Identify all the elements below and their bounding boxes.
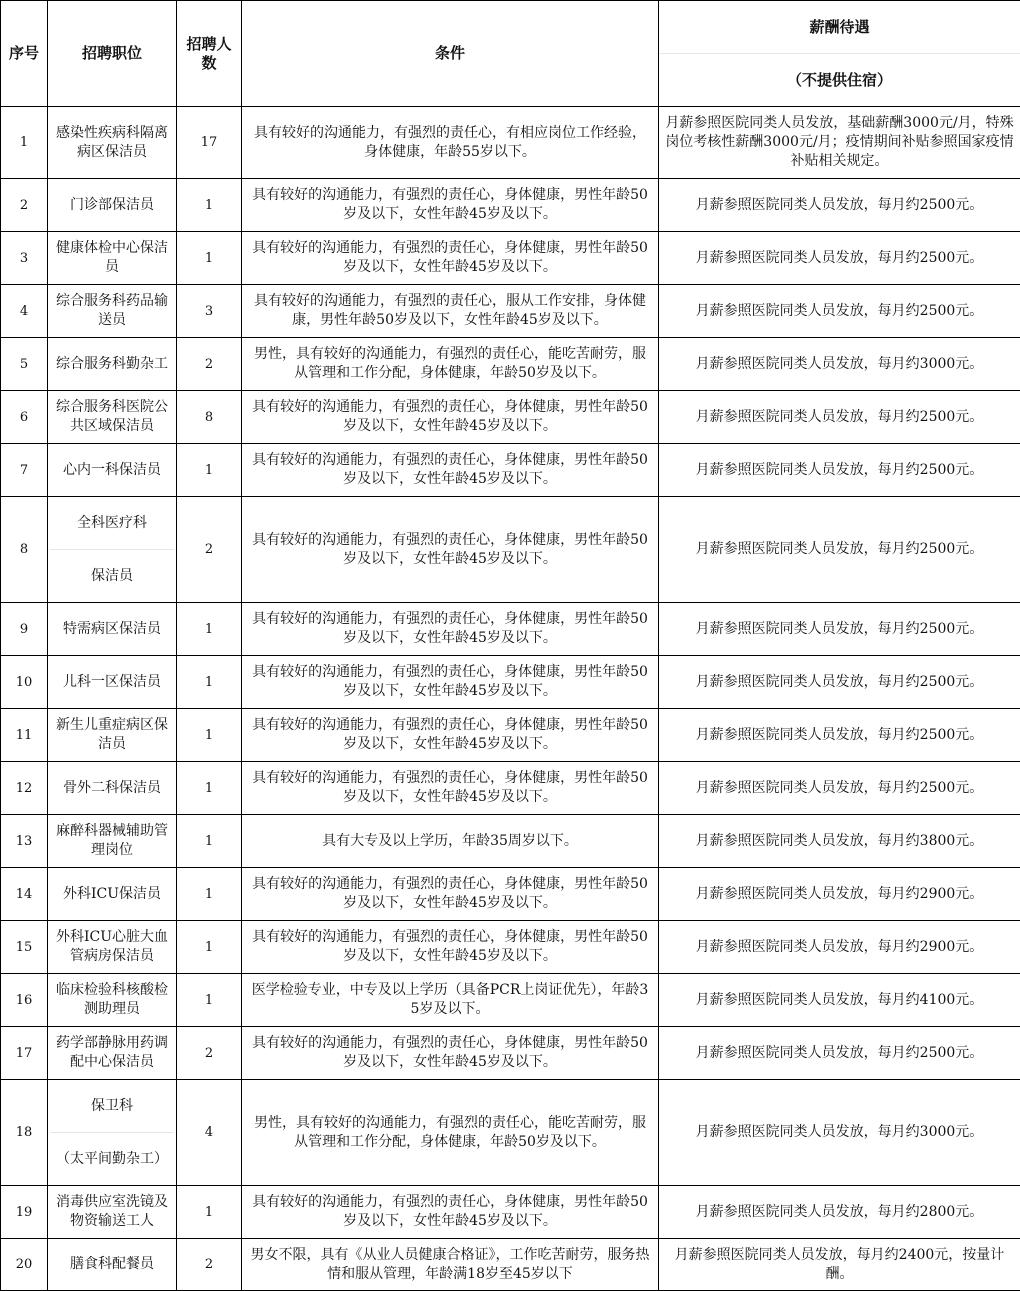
conditions-cell: 具有较好的沟通能力，有强烈的责任心，身体健康，男性年龄50岁及以下，女性年龄45岁及以下。 xyxy=(242,921,659,974)
table-row xyxy=(1,815,1020,868)
conditions-cell: 具有较好的沟通能力，有强烈的责任心，身体健康，男性年龄50岁及以下，女性年龄45岁及以下。 xyxy=(242,391,659,444)
row-number: 1 xyxy=(1,107,48,179)
position-cell xyxy=(48,1239,177,1291)
position-label: 膳食科配餐员 xyxy=(50,1255,174,1274)
position-cell xyxy=(48,391,177,444)
salary-cell: 月薪参照医院同类人员发放，每月约2500元。 xyxy=(659,391,1020,444)
hire-count: 1 xyxy=(177,1186,242,1239)
hire-count: 1 xyxy=(177,921,242,974)
table-row xyxy=(1,285,1020,338)
salary-cell: 月薪参照医院同类人员发放，每月约2500元。 xyxy=(659,179,1020,232)
position-label: 保洁员 xyxy=(50,549,174,602)
row-number: 8 xyxy=(1,497,48,603)
position-label: 综合服务科医院公共区域保洁员 xyxy=(50,398,174,436)
conditions-cell: 具有较好的沟通能力，有强烈的责任心，身体健康，男性年龄50岁及以下，女性年龄45岁及以下。 xyxy=(242,1027,659,1080)
position-cell xyxy=(48,1027,177,1080)
row-number: 17 xyxy=(1,1027,48,1080)
hire-count: 1 xyxy=(177,974,242,1027)
salary-cell: 月薪参照医院同类人员发放，每月约3000元。 xyxy=(659,338,1020,391)
salary-cell: 月薪参照医院同类人员发放，每月约2500元。 xyxy=(659,497,1020,603)
conditions-cell: 具有较好的沟通能力，有强烈的责任心，身体健康，男性年龄50岁及以下，女性年龄45岁及以下。 xyxy=(242,656,659,709)
salary-cell: 月薪参照医院同类人员发放，每月约3000元。 xyxy=(659,1080,1020,1186)
position-label: 综合服务科药品输送员 xyxy=(50,292,174,330)
table-row xyxy=(1,762,1020,815)
salary-cell: 月薪参照医院同类人员发放，每月约4100元。 xyxy=(659,974,1020,1027)
position-cell xyxy=(48,974,177,1027)
row-number: 3 xyxy=(1,232,48,285)
salary-cell: 月薪参照医院同类人员发放，基础薪酬3000元/月，特殊岗位考核性薪酬3000元/月；疫情期间补贴参照国家疫情补贴相关规定。 xyxy=(659,107,1020,179)
hire-count: 1 xyxy=(177,444,242,497)
table-row xyxy=(1,868,1020,921)
row-number: 4 xyxy=(1,285,48,338)
table-header xyxy=(1,1,1020,107)
salary-cell: 月薪参照医院同类人员发放，每月约2500元。 xyxy=(659,656,1020,709)
table-row xyxy=(1,656,1020,709)
table-row xyxy=(1,107,1020,179)
hire-count: 2 xyxy=(177,497,242,603)
conditions-cell: 具有较好的沟通能力，有强烈的责任心，有相应岗位工作经验，身体健康，年龄55岁以下。 xyxy=(242,107,659,179)
row-number: 10 xyxy=(1,656,48,709)
position-label: （太平间勤杂工） xyxy=(50,1132,174,1185)
row-number: 13 xyxy=(1,815,48,868)
salary-cell: 月薪参照医院同类人员发放，每月约2500元。 xyxy=(659,762,1020,815)
position-cell xyxy=(48,709,177,762)
hire-count: 1 xyxy=(177,762,242,815)
conditions-cell: 男性，具有较好的沟通能力，有强烈的责任心，能吃苦耐劳，服从管理和工作分配，身体健康，年龄50岁及以下。 xyxy=(242,338,659,391)
table-row xyxy=(1,921,1020,974)
table-row xyxy=(1,444,1020,497)
position-label: 感染性疾病科隔离病区保洁员 xyxy=(50,124,174,162)
position-label: 新生儿重症病区保洁员 xyxy=(50,716,174,754)
position-label: 儿科一区保洁员 xyxy=(50,673,174,692)
position-cell xyxy=(48,762,177,815)
position-cell xyxy=(48,815,177,868)
table-body xyxy=(1,107,1020,1291)
position-cell xyxy=(48,285,177,338)
row-number: 19 xyxy=(1,1186,48,1239)
position-label: 外科ICU心脏大血管病房保洁员 xyxy=(50,928,174,966)
conditions-cell: 具有较好的沟通能力，有强烈的责任心，服从工作安排，身体健康，男性年龄50岁及以下，女性年龄45岁及以下。 xyxy=(242,285,659,338)
row-number: 7 xyxy=(1,444,48,497)
hire-count: 3 xyxy=(177,285,242,338)
table-row xyxy=(1,1186,1020,1239)
hire-count: 2 xyxy=(177,1239,242,1291)
salary-cell: 月薪参照医院同类人员发放，每月约2500元。 xyxy=(659,232,1020,285)
conditions-cell: 具有较好的沟通能力，有强烈的责任心，身体健康，男性年龄50岁及以下，女性年龄45岁及以下。 xyxy=(242,603,659,656)
salary-cell: 月薪参照医院同类人员发放，每月约2500元。 xyxy=(659,285,1020,338)
hire-count: 1 xyxy=(177,656,242,709)
position-label: 特需病区保洁员 xyxy=(50,620,174,639)
salary-cell: 月薪参照医院同类人员发放，每月约2500元。 xyxy=(659,444,1020,497)
hire-count: 8 xyxy=(177,391,242,444)
hire-count: 1 xyxy=(177,709,242,762)
position-cell xyxy=(48,656,177,709)
position-label: 保卫科 xyxy=(50,1080,174,1132)
hire-count: 1 xyxy=(177,815,242,868)
table-row xyxy=(1,1239,1020,1291)
table-row xyxy=(1,391,1020,444)
conditions-cell: 具有较好的沟通能力，有强烈的责任心，身体健康，男性年龄50岁及以下，女性年龄45岁及以下。 xyxy=(242,444,659,497)
hire-count: 2 xyxy=(177,338,242,391)
hire-count: 1 xyxy=(177,868,242,921)
conditions-cell: 具有较好的沟通能力，有强烈的责任心，身体健康，男性年龄50岁及以下，女性年龄45岁及以下。 xyxy=(242,497,659,603)
conditions-cell: 男女不限，具有《从业人员健康合格证》，工作吃苦耐劳，服务热情和服从管理，年龄满18岁至45岁以下 xyxy=(242,1239,659,1291)
position-cell xyxy=(48,232,177,285)
hire-count: 4 xyxy=(177,1080,242,1186)
salary-cell: 月薪参照医院同类人员发放，每月约2400元，按量计酬。 xyxy=(659,1239,1020,1291)
header-count: 招聘人数 xyxy=(177,1,242,107)
table-row xyxy=(1,1080,1020,1186)
position-cell xyxy=(48,497,177,603)
row-number: 20 xyxy=(1,1239,48,1291)
position-label: 综合服务科勤杂工 xyxy=(50,355,174,374)
position-cell xyxy=(48,1186,177,1239)
position-cell xyxy=(48,921,177,974)
conditions-cell: 医学检验专业，中专及以上学历（具备PCR上岗证优先），年龄35岁及以下。 xyxy=(242,974,659,1027)
row-number: 9 xyxy=(1,603,48,656)
salary-cell: 月薪参照医院同类人员发放，每月约2500元。 xyxy=(659,709,1020,762)
salary-cell: 月薪参照医院同类人员发放，每月约2800元。 xyxy=(659,1186,1020,1239)
header-salary-note: （不提供住宿） xyxy=(659,54,1020,106)
row-number: 2 xyxy=(1,179,48,232)
conditions-cell: 具有大专及以上学历，年龄35周岁以下。 xyxy=(242,815,659,868)
conditions-cell: 具有较好的沟通能力，有强烈的责任心，身体健康，男性年龄50岁及以下，女性年龄45岁及以下。 xyxy=(242,868,659,921)
header-conditions: 条件 xyxy=(242,1,659,107)
position-cell xyxy=(48,338,177,391)
position-cell xyxy=(48,1080,177,1186)
position-label: 外科ICU保洁员 xyxy=(50,885,174,904)
table-row xyxy=(1,1027,1020,1080)
header-seq: 序号 xyxy=(1,1,48,107)
table-row xyxy=(1,603,1020,656)
row-number: 18 xyxy=(1,1080,48,1186)
row-number: 12 xyxy=(1,762,48,815)
hire-count: 1 xyxy=(177,603,242,656)
conditions-cell: 具有较好的沟通能力，有强烈的责任心，身体健康，男性年龄50岁及以下，女性年龄45岁及以下。 xyxy=(242,709,659,762)
position-cell xyxy=(48,179,177,232)
salary-cell: 月薪参照医院同类人员发放，每月约2500元。 xyxy=(659,1027,1020,1080)
salary-cell: 月薪参照医院同类人员发放，每月约2900元。 xyxy=(659,868,1020,921)
position-label: 临床检验科核酸检测助理员 xyxy=(50,981,174,1019)
conditions-cell: 具有较好的沟通能力，有强烈的责任心，身体健康，男性年龄50岁及以下，女性年龄45岁及以下。 xyxy=(242,1186,659,1239)
row-number: 5 xyxy=(1,338,48,391)
hire-count: 1 xyxy=(177,232,242,285)
header-position: 招聘职位 xyxy=(48,1,177,107)
table-row xyxy=(1,709,1020,762)
position-label: 消毒供应室洗镜及物资输送工人 xyxy=(50,1193,174,1231)
table-row xyxy=(1,497,1020,603)
row-number: 15 xyxy=(1,921,48,974)
position-cell xyxy=(48,107,177,179)
table-row xyxy=(1,232,1020,285)
row-number: 6 xyxy=(1,391,48,444)
header-salary xyxy=(659,1,1020,107)
salary-cell: 月薪参照医院同类人员发放，每月约3800元。 xyxy=(659,815,1020,868)
header-row xyxy=(1,1,1020,107)
position-label: 药学部静脉用药调配中心保洁员 xyxy=(50,1034,174,1072)
hire-count: 2 xyxy=(177,1027,242,1080)
row-number: 14 xyxy=(1,868,48,921)
conditions-cell: 具有较好的沟通能力，有强烈的责任心，身体健康，男性年龄50岁及以下，女性年龄45岁及以下。 xyxy=(242,179,659,232)
hire-count: 1 xyxy=(177,179,242,232)
salary-cell: 月薪参照医院同类人员发放，每月约2500元。 xyxy=(659,603,1020,656)
conditions-cell: 具有较好的沟通能力，有强烈的责任心，身体健康，男性年龄50岁及以下，女性年龄45岁及以下。 xyxy=(242,232,659,285)
table-row xyxy=(1,338,1020,391)
table-row xyxy=(1,179,1020,232)
conditions-cell: 具有较好的沟通能力，有强烈的责任心，身体健康，男性年龄50岁及以下，女性年龄45岁及以下。 xyxy=(242,762,659,815)
row-number: 11 xyxy=(1,709,48,762)
position-label: 骨外二科保洁员 xyxy=(50,779,174,798)
position-label: 麻醉科器械辅助管理岗位 xyxy=(50,822,174,860)
salary-cell: 月薪参照医院同类人员发放，每月约2900元。 xyxy=(659,921,1020,974)
position-label: 门诊部保洁员 xyxy=(50,196,174,215)
table-row xyxy=(1,974,1020,1027)
row-number: 16 xyxy=(1,974,48,1027)
position-cell xyxy=(48,868,177,921)
position-label: 健康体检中心保洁员 xyxy=(50,239,174,277)
position-label: 全科医疗科 xyxy=(50,497,174,549)
position-label: 心内一科保洁员 xyxy=(50,461,174,480)
header-salary-title: 薪酬待遇 xyxy=(659,1,1020,54)
position-cell xyxy=(48,444,177,497)
position-cell xyxy=(48,603,177,656)
conditions-cell: 男性，具有较好的沟通能力，有强烈的责任心，能吃苦耐劳，服从管理和工作分配，身体健康，年龄50岁及以下。 xyxy=(242,1080,659,1186)
hire-count: 17 xyxy=(177,107,242,179)
